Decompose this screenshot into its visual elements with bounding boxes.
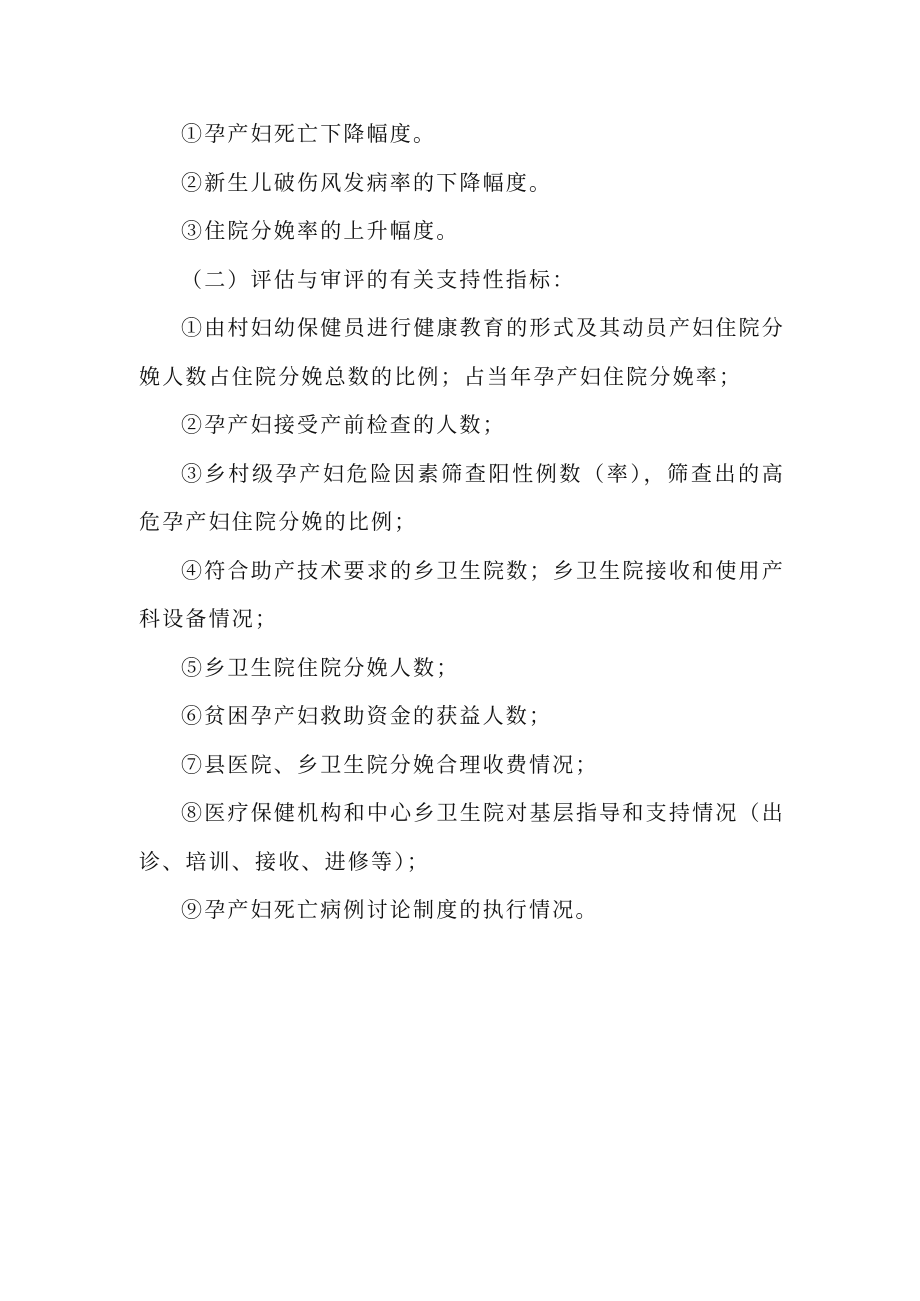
paragraph-support-2: ②孕产妇接受产前检查的人数；: [181, 413, 506, 437]
paragraph-support-5: ⑤乡卫生院住院分娩人数；: [181, 655, 460, 680]
paragraph-indicator-3: ③住院分娩率的上升幅度。: [181, 219, 460, 243]
paragraph-support-1: ①由村妇幼保健员进行健康教育的形式及其动员产妇住院分娩人数占住院分娩总数的比例；占当年孕产妇住院分娩率；: [139, 316, 785, 389]
paragraph-indicator-2: ②新生儿破伤风发病率的下降幅度。: [181, 170, 553, 195]
paragraph-support-4: ④符合助产技术要求的乡卫生院数；乡卫生院接收和使用产科设备情况；: [139, 558, 785, 631]
paragraph-support-9: ⑨孕产妇死亡病例讨论制度的执行情况。: [181, 898, 599, 922]
paragraph-support-6: ⑥贫困孕产妇救助资金的获益人数；: [181, 704, 553, 728]
document-body: [139, 110, 785, 935]
paragraph-support-8: ⑧医疗保健机构和中心乡卫生院对基层指导和支持情况（出诊、培训、接收、进修等）；: [139, 801, 785, 874]
section-heading-supporting-indicators: （二）评估与审评的有关支持性指标：: [181, 267, 576, 292]
paragraph-support-7: ⑦县医院、乡卫生院分娩合理收费情况；: [181, 752, 599, 777]
paragraph-indicator-1: ①孕产妇死亡下降幅度。: [181, 122, 437, 146]
paragraph-support-3: ③乡村级孕产妇危险因素筛查阳性例数（率），筛查出的高危孕产妇住院分娩的比例；: [139, 461, 785, 534]
